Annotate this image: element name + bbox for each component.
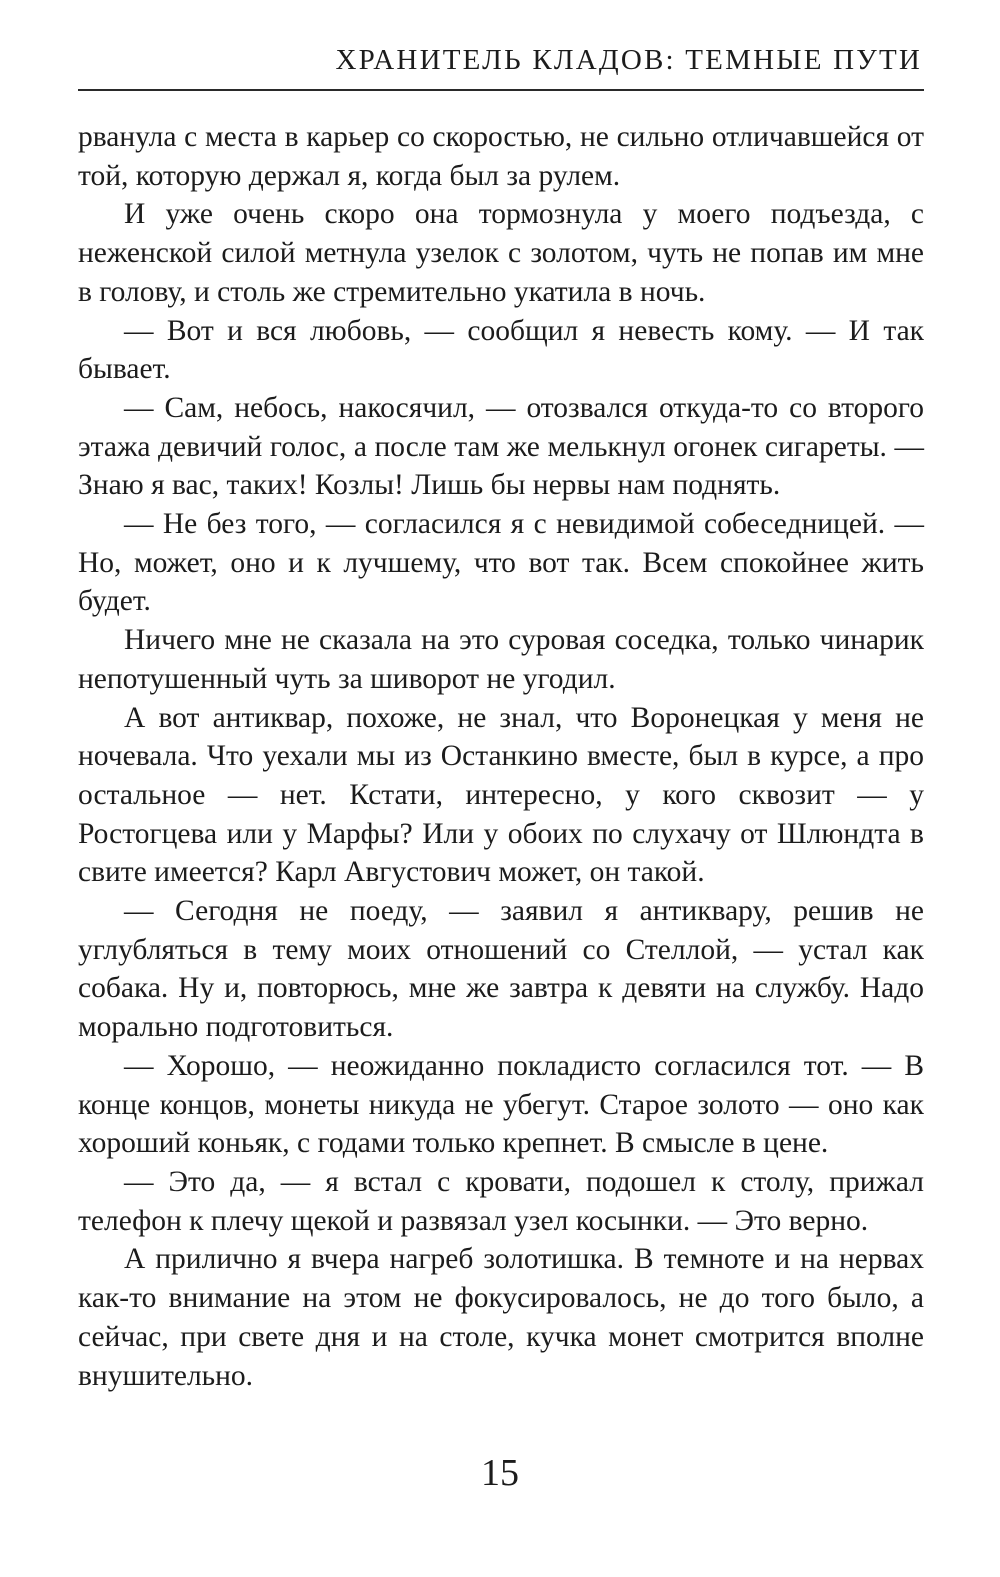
paragraph-continued: рванула с места в карьер со скоростью, не сильно отличавшейся от той, которую держал я, когда был за рулем. (78, 121, 924, 192)
dialogue-line: — Хорошо, — неожиданно покладисто согласился тот. — В конце концов, монеты никуда не убегут. Старое золото — оно как хороший коньяк, с годами только крепнет. В смысле в цене. (78, 1049, 924, 1160)
dialogue-line: — Вот и вся любовь, — сообщил я невесть кому. — И так бывает. (78, 314, 924, 386)
dialogue-line: — Сам, небось, накосячил, — отозвался откуда-то со второго этажа девичий голос, а после там же мелькнул огонек сигареты. — Знаю я вас, таких! Козлы! Лишь бы нервы нам поднять. (78, 391, 924, 502)
running-head-title: ХРАНИТЕЛЬ КЛАДОВ: ТЕМНЫЕ ПУТИ (335, 44, 922, 76)
header-rule-divider (78, 89, 924, 91)
paragraph: И уже очень скоро она тормознула у моего подъезда, с неженской силой метнула узелок с золотом, чуть не попав им мне в голову, и столь же стремительно укатила в ночь. (78, 198, 924, 308)
page-body-text (78, 118, 924, 1395)
dialogue-line: — Это да, — я встал с кровати, подошел к столу, прижал телефон к плечу щекой и развязал узел косынки. — Это верно. (78, 1165, 924, 1237)
dialogue-line: — Сегодня не поеду, — заявил я антиквару, решив не углубляться в тему моих отношений со Стеллой, — устал как собака. Ну и, повторюсь, мне же завтра к девяти на службу. Надо морально подготовиться. (78, 895, 924, 1044)
page-number: 15 (481, 1452, 519, 1494)
dialogue-line: — Не без того, — согласился я с невидимой собеседницей. — Но, может, оно и к лучшему, что вот так. Всем спокойнее жить будет. (78, 508, 924, 618)
paragraph: Ничего мне не сказала на это суровая соседка, только чинарик непотушенный чуть за шиворот не угодил. (78, 624, 924, 695)
paragraph: А вот антиквар, похоже, не знал, что Воронецкая у меня не ночевала. Что уехали мы из Останкино вместе, был в курсе, а про остальное — нет. Кстати, интересно, у кого сквозит — у Ростогцева или у Марфы? Или у обоих по слухачу от Шлюндта в свите имеется? Карл Августович может, он такой. (78, 701, 924, 889)
paragraph: А прилично я вчера нагреб золотишка. В темноте и на нервах как-то внимание на этом не фокусировалось, не до того было, а сейчас, при свете дня и на столе, кучка монет смотрится вполне внушительно. (78, 1243, 924, 1392)
